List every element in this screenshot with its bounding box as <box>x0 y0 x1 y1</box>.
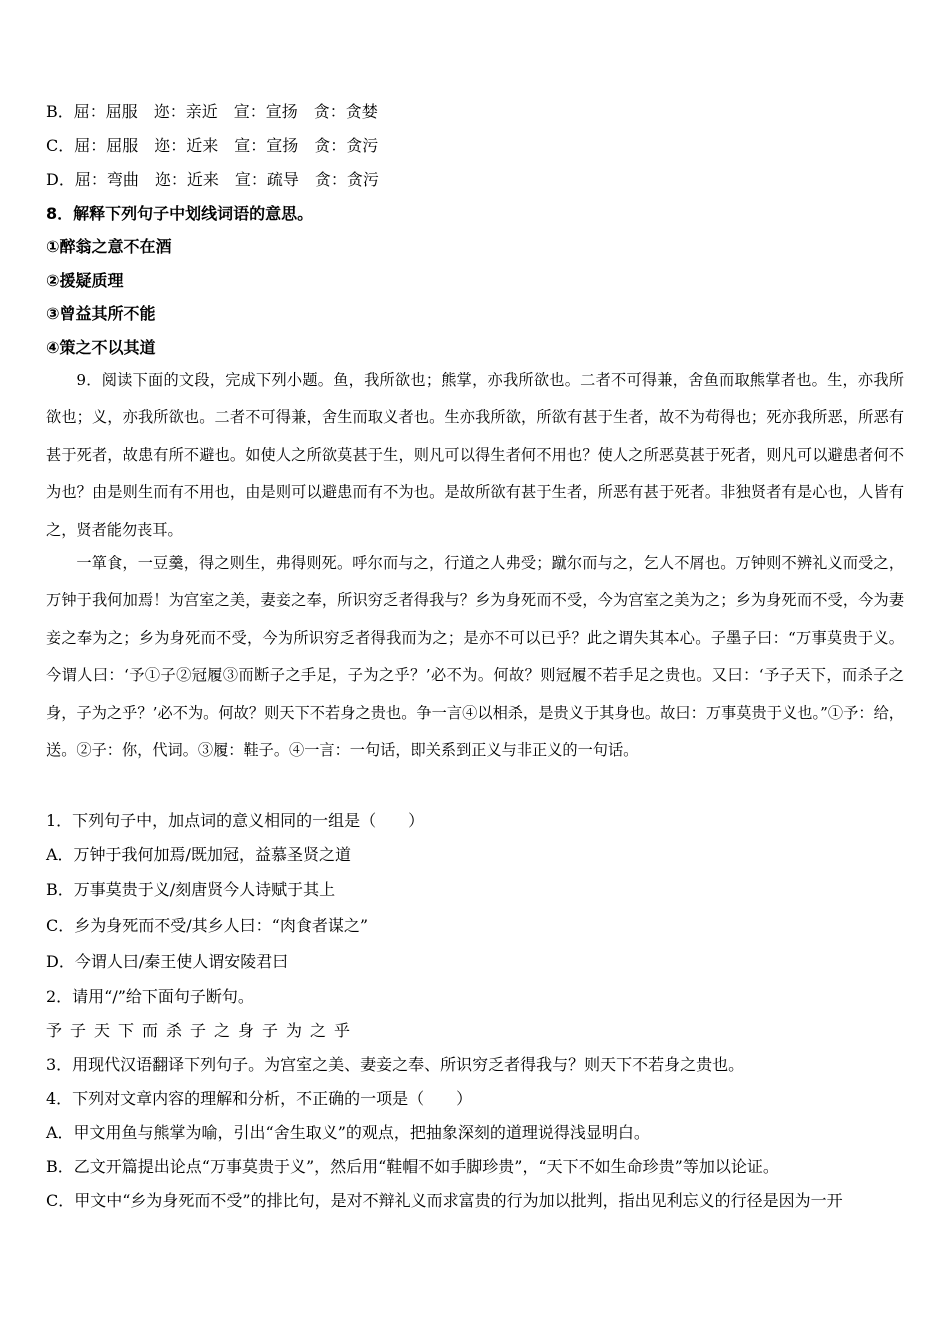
sub4-option-b: B．乙文开篇提出论点“万事莫贵于义”，然后用“鞋帽不如手脚珍贵”，“天下不如生命珍贵”等加以论证。 <box>46 1157 779 1176</box>
sub1-option-a: A．万钟于我何加焉/既加冠，益慕圣贤之道 <box>46 845 351 864</box>
sub2-sentence: 予子天下而杀子之身子为之乎 <box>46 1021 359 1040</box>
q8-item-1: ①醉翁之意不在酒 <box>46 237 172 256</box>
sub1-option-c: C．乡为身死而不受/其乡人曰：“肉食者谋之” <box>46 916 368 935</box>
sub1-option-b: B．万事莫贵于义/刻唐贤今人诗赋于其上 <box>46 880 336 899</box>
sub4-question: 4．下列对文章内容的理解和分析，不正确的一项是（ ） <box>46 1089 473 1108</box>
q8-title: 8．解释下列句子中划线词语的意思。 <box>46 204 314 223</box>
sub1-question: 1．下列句子中，加点词的意义相同的一组是（ ） <box>46 811 425 830</box>
q9-passage-1: 9．阅读下面的文段，完成下列小题。鱼，我所欲也；熊掌，亦我所欲也。二者不可得兼，舍鱼而取熊掌者也。生，亦我所欲也；义，亦我所欲也。二者不可得兼，舍生而取义者也。生亦我所欲，所欲有甚于生者，故不为苟得也；死亦我所恶，所恶有甚于死者，故患有所不避也。如使人之所欲莫甚于生，则凡可以得生者何不用也？使人之所恶莫甚于死者，则凡可以避患者何不为也？由是则生而有不用也，由是则可以避患而有不为也。是故所欲有甚于生者，所恶有甚于死者。非独贤者有是心也，人皆有之，贤者能勿丧耳。 <box>46 371 904 539</box>
q9-passage-2: 一箪食，一豆羹，得之则生，弗得则死。呼尔而与之，行道之人弗受；蹴尔而与之，乞人不屑也。万钟则不辨礼义而受之，万钟于我何加焉！为宫室之美，妻妾之奉，所识穷乏者得我与？乡为身死而不受，今为宫室之美为之；乡为身死而不受，今为妻妾之奉为之；乡为身死而不受，今为所识穷乏者得我而为之；是亦不可以已乎？此之谓失其本心。子墨子曰：“万事莫贵于义。今谓人曰：‘予①子②冠履③而断子之手足，子为之乎？’必不为。何故？则冠履不若手足之贵也。又曰：‘予子天下，而杀子之身，子为之乎？’必不为。何故？则天下不若身之贵也。争一言④以相杀，是贵义于其身也。故曰：万事莫贵于义也。”①予：给，送。②子：你，代词。③履：鞋子。④一言：一句话，即关系到正义与非正义的一句话。 <box>46 554 904 760</box>
q8-item-2: ②援疑质理 <box>46 271 124 290</box>
q7-option-d: D．屈：弯曲 迩：近来 宣：疏导 贪：贪污 <box>46 170 379 189</box>
sub4-option-c: C．甲文中“乡为身死而不受”的排比句，是对不辩礼义而求富贵的行为加以批判，指出见利忘义的行径是因为一开 <box>46 1191 843 1210</box>
sub4-option-a: A．甲文用鱼与熊掌为喻，引出“舍生取义”的观点，把抽象深刻的道理说得浅显明白。 <box>46 1123 650 1142</box>
sub1-option-d: D．今谓人曰/秦王使人谓安陵君曰 <box>46 952 289 971</box>
q8-item-3: ③曾益其所不能 <box>46 304 156 323</box>
q7-option-c: C．屈：屈服 迩：近来 宣：宣扬 贪：贪污 <box>46 136 379 155</box>
sub3-question: 3．用现代汉语翻译下列句子。为宫室之美、妻妾之奉、所识穷乏者得我与？则天下不若身之贵也。 <box>46 1055 745 1074</box>
q7-option-b: B．屈：屈服 迩：亲近 宣：宣扬 贪：贪婪 <box>46 102 378 121</box>
q8-item-4: ④策之不以其道 <box>46 338 156 357</box>
sub2-question: 2．请用“/”给下面句子断句。 <box>46 987 254 1006</box>
